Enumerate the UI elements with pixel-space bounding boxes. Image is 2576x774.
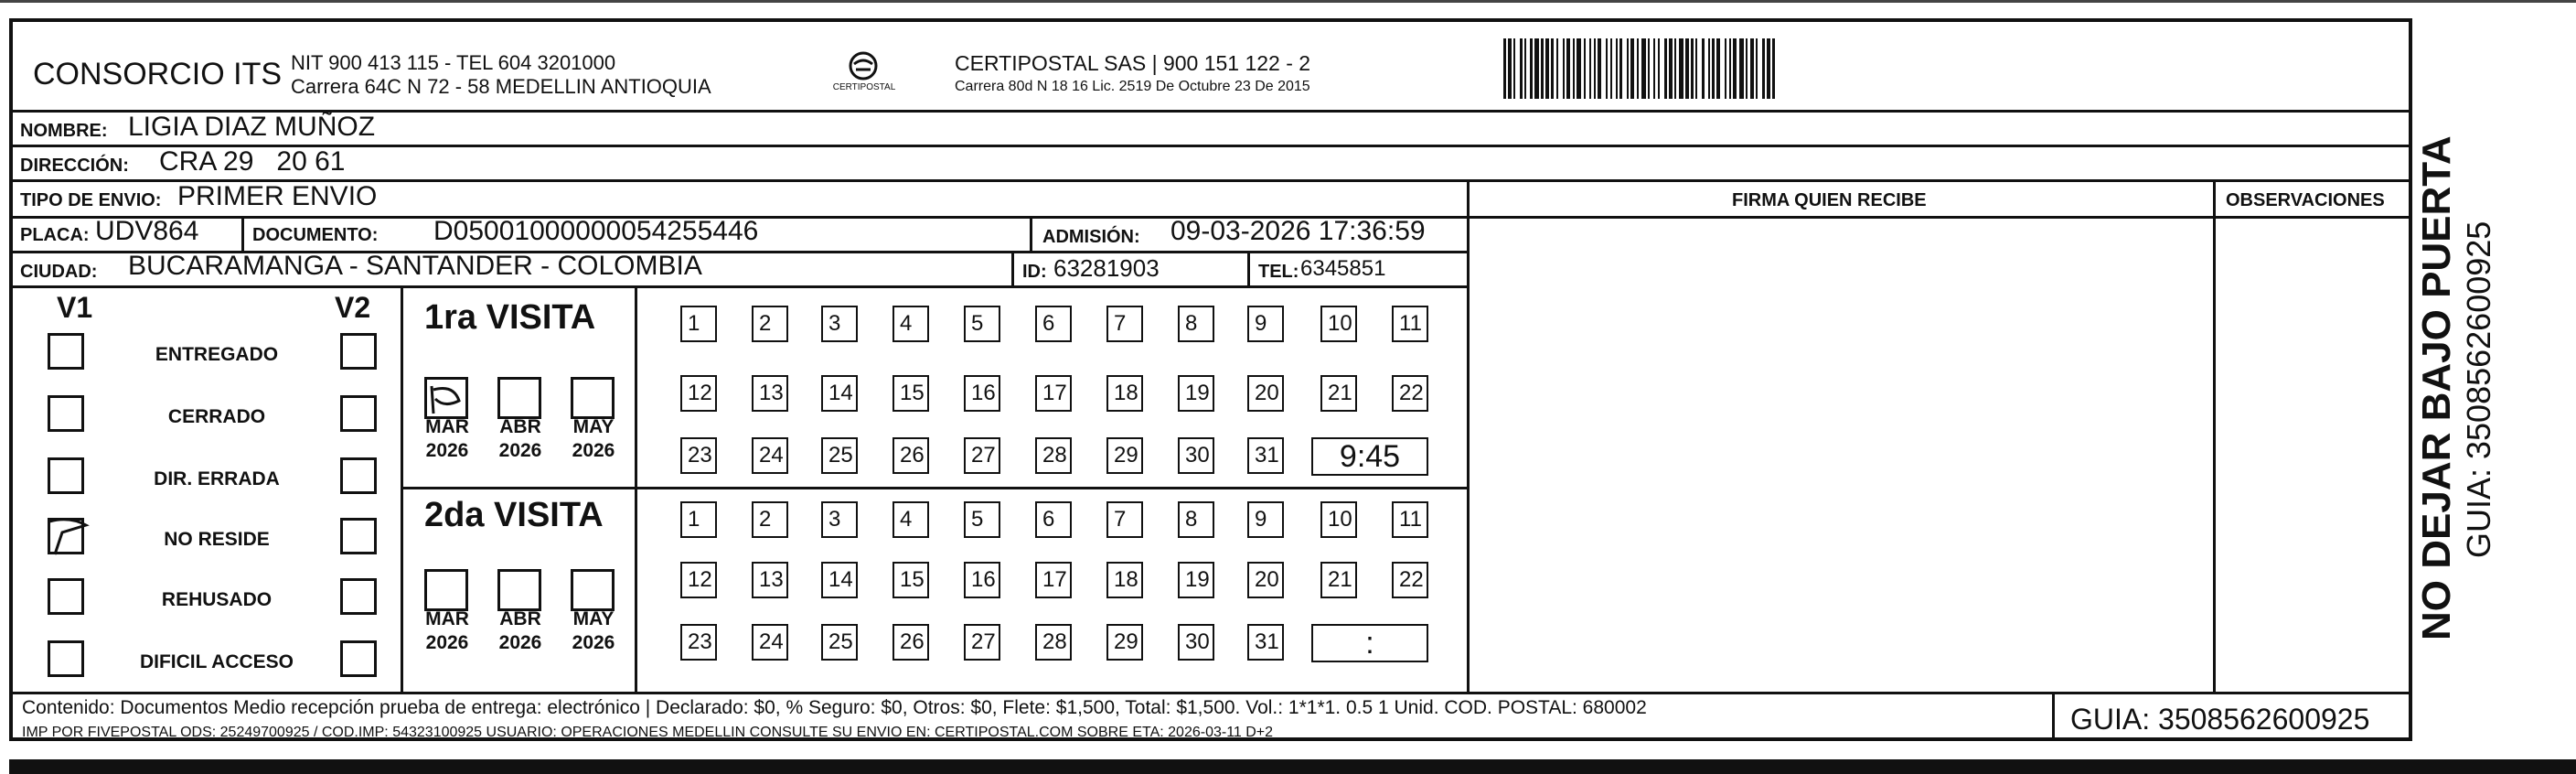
month-label: ABR 2026 bbox=[498, 416, 542, 461]
barcode bbox=[1503, 38, 2217, 99]
first-day-23[interactable]: 23 bbox=[680, 437, 717, 474]
first-time-box[interactable]: 9:45 bbox=[1311, 437, 1428, 476]
first-day-25[interactable]: 25 bbox=[821, 437, 858, 474]
first-day-29[interactable]: 29 bbox=[1106, 437, 1143, 474]
second-day-27[interactable]: 27 bbox=[964, 624, 1000, 661]
second-day-8[interactable]: 8 bbox=[1178, 501, 1214, 538]
footer-guia: GUIA: 3508562600925 bbox=[2070, 703, 2370, 736]
v2-checkbox-4[interactable] bbox=[340, 518, 377, 554]
tipo-envio-label: TIPO DE ENVIO: bbox=[20, 190, 162, 210]
first-day-6[interactable]: 6 bbox=[1035, 306, 1072, 342]
footer-line-2: IMP POR FIVEPOSTAL ODS: 25249700925 / COD.IMP: 54323100925 USUARIO: OPERACIONES MEDELLIN CONSULTE SU ENVIO EN: CERTIPOSTAL.COM SOBRE ETA: 2026-03-11 D+2 bbox=[22, 725, 1274, 740]
barcode-bar bbox=[1513, 38, 1515, 99]
side-warning bbox=[2414, 128, 2460, 640]
first-day-20[interactable]: 20 bbox=[1247, 375, 1284, 412]
v2-label: V2 bbox=[335, 291, 371, 324]
first-day-14[interactable]: 14 bbox=[821, 375, 858, 412]
v1-label: V1 bbox=[57, 291, 93, 324]
barcode-bar bbox=[1739, 38, 1744, 99]
barcode-bar bbox=[1658, 38, 1660, 99]
first-day-1[interactable]: 1 bbox=[680, 306, 717, 342]
first-day-22[interactable]: 22 bbox=[1392, 375, 1428, 412]
placa-value: UDV864 bbox=[95, 216, 199, 246]
second-day-16[interactable]: 16 bbox=[964, 562, 1000, 598]
barcode-bar bbox=[1598, 38, 1601, 99]
v1-checkbox-1[interactable] bbox=[48, 333, 84, 370]
status-label: CERRADO bbox=[167, 406, 266, 427]
barcode-bar bbox=[1589, 38, 1591, 99]
first-day-16[interactable]: 16 bbox=[964, 375, 1000, 412]
barcode-bar bbox=[1756, 38, 1758, 99]
second-visit-month-may[interactable] bbox=[571, 569, 615, 611]
v2-checkbox-6[interactable] bbox=[340, 640, 377, 677]
certipostal-logo bbox=[832, 49, 896, 104]
first-day-12[interactable]: 12 bbox=[680, 375, 717, 412]
month-label: ABR 2026 bbox=[498, 608, 542, 653]
second-day-24[interactable]: 24 bbox=[752, 624, 788, 661]
barcode-bar bbox=[1674, 38, 1676, 99]
barcode-bar bbox=[1616, 38, 1618, 99]
barcode-bar bbox=[1669, 38, 1673, 99]
handwritten-month-mark bbox=[426, 381, 468, 417]
barcode-bar bbox=[1627, 38, 1629, 99]
second-visit-title: 2da VISITA bbox=[424, 496, 604, 534]
barcode-bar bbox=[1762, 38, 1765, 99]
barcode-bar bbox=[1729, 38, 1731, 99]
month-label: MAR 2026 bbox=[425, 608, 469, 653]
nombre-value: LIGIA DIAZ MUÑOZ bbox=[128, 112, 376, 142]
placa-label: PLACA: bbox=[20, 225, 90, 245]
barcode-bar bbox=[1712, 38, 1715, 99]
status-label: ENTREGADO bbox=[155, 344, 279, 365]
barcode-bar bbox=[1750, 38, 1754, 99]
second-day-1[interactable]: 1 bbox=[680, 501, 717, 538]
first-visit-month-may[interactable] bbox=[571, 377, 615, 419]
admision-label: ADMISIÓN: bbox=[1042, 227, 1140, 247]
barcode-bar bbox=[1524, 38, 1526, 99]
barcode-bar bbox=[1610, 38, 1612, 99]
first-day-21[interactable]: 21 bbox=[1320, 375, 1357, 412]
ciudad-value: BUCARAMANGA - SANTANDER - COLOMBIA bbox=[128, 251, 702, 281]
first-day-10[interactable]: 10 bbox=[1320, 306, 1357, 342]
company-name: CONSORCIO ITS bbox=[33, 57, 283, 91]
first-day-4[interactable]: 4 bbox=[893, 306, 929, 342]
tel-label: TEL: bbox=[1258, 262, 1299, 282]
first-day-27[interactable]: 27 bbox=[964, 437, 1000, 474]
second-day-3[interactable]: 3 bbox=[821, 501, 858, 538]
second-day-25[interactable]: 25 bbox=[821, 624, 858, 661]
second-day-29[interactable]: 29 bbox=[1106, 624, 1143, 661]
first-day-7[interactable]: 7 bbox=[1106, 306, 1143, 342]
first-day-3[interactable]: 3 bbox=[821, 306, 858, 342]
barcode-bar bbox=[1691, 38, 1694, 99]
second-day-9[interactable]: 9 bbox=[1247, 501, 1284, 538]
company-nit: NIT 900 413 115 - TEL 604 3201000 bbox=[291, 51, 616, 74]
second-day-11[interactable]: 11 bbox=[1392, 501, 1428, 538]
barcode-bar bbox=[1702, 38, 1705, 99]
bottom-edge-line bbox=[9, 759, 2576, 774]
second-day-15[interactable]: 15 bbox=[893, 562, 929, 598]
v1-checkbox-5[interactable] bbox=[48, 578, 84, 615]
second-day-14[interactable]: 14 bbox=[821, 562, 858, 598]
first-day-24[interactable]: 24 bbox=[752, 437, 788, 474]
barcode-bar bbox=[1685, 38, 1689, 99]
id-value: 63281903 bbox=[1053, 254, 1160, 282]
second-day-7[interactable]: 7 bbox=[1106, 501, 1143, 538]
second-day-26[interactable]: 26 bbox=[893, 624, 929, 661]
month-label: MAR 2026 bbox=[425, 416, 469, 461]
second-day-18[interactable]: 18 bbox=[1106, 562, 1143, 598]
status-label: DIR. ERRADA bbox=[154, 468, 280, 489]
footer-line-1: Contenido: Documentos Medio recepción prueba de entrega: electrónico | Declarado: $0, % Seguro: $0, Otros: $0, Flete: $1,500, Total: $1,500. Vol.: 1*1*1. 0.5 1 Unid. COD. POSTAL: 680002 bbox=[22, 697, 1647, 718]
v1-checkbox-6[interactable] bbox=[48, 640, 84, 677]
first-day-30[interactable]: 30 bbox=[1178, 437, 1214, 474]
status-label: REHUSADO bbox=[161, 589, 273, 610]
barcode-bar bbox=[1606, 38, 1608, 99]
barcode-bar bbox=[1630, 38, 1634, 99]
ciudad-label: CIUDAD: bbox=[20, 262, 98, 282]
side-guia bbox=[2460, 137, 2496, 558]
second-day-10[interactable]: 10 bbox=[1320, 501, 1357, 538]
second-day-21[interactable]: 21 bbox=[1320, 562, 1357, 598]
logo-text: CERTIPOSTAL bbox=[832, 82, 896, 92]
shipping-card bbox=[9, 18, 2412, 741]
first-day-15[interactable]: 15 bbox=[893, 375, 929, 412]
barcode-bar bbox=[1637, 38, 1639, 99]
v2-checkbox-3[interactable] bbox=[340, 457, 377, 494]
barcode-bar bbox=[1573, 38, 1575, 99]
barcode-bar bbox=[1556, 38, 1558, 99]
v1-checkbox-3[interactable] bbox=[48, 457, 84, 494]
company-address: Carrera 64C N 72 - 58 MEDELLIN ANTIOQUIA bbox=[291, 75, 711, 98]
second-day-6[interactable]: 6 bbox=[1035, 501, 1072, 538]
second-day-23[interactable]: 23 bbox=[680, 624, 717, 661]
barcode-bar bbox=[1648, 38, 1650, 99]
first-day-26[interactable]: 26 bbox=[893, 437, 929, 474]
status-label: DIFICIL ACCESO bbox=[139, 651, 294, 672]
second-day-13[interactable]: 13 bbox=[752, 562, 788, 598]
barcode-bar bbox=[1594, 38, 1596, 99]
barcode-bar bbox=[1664, 38, 1667, 99]
firma-label: FIRMA QUIEN RECIBE bbox=[1732, 190, 1927, 210]
barcode-bar bbox=[1653, 38, 1655, 99]
direccion-label: DIRECCIÓN: bbox=[20, 156, 129, 176]
admision-value: 09-03-2026 17:36:59 bbox=[1170, 216, 1426, 246]
second-day-31[interactable]: 31 bbox=[1247, 624, 1284, 661]
postal-name: CERTIPOSTAL SAS | 900 151 122 - 2 bbox=[955, 51, 1311, 75]
documento-value: D05001000000054255446 bbox=[433, 216, 759, 246]
month-label: MAY 2026 bbox=[572, 608, 615, 653]
barcode-bar bbox=[1679, 38, 1683, 99]
barcode-bar bbox=[1725, 38, 1726, 99]
first-day-5[interactable]: 5 bbox=[964, 306, 1000, 342]
barcode-bar bbox=[1520, 38, 1523, 99]
barcode-bar bbox=[1551, 38, 1554, 99]
second-day-28[interactable]: 28 bbox=[1035, 624, 1072, 661]
tel-value: 6345851 bbox=[1300, 256, 1386, 281]
barcode-bar bbox=[1530, 38, 1533, 99]
first-day-18[interactable]: 18 bbox=[1106, 375, 1143, 412]
status-label: NO RESIDE bbox=[164, 529, 270, 550]
barcode-bar bbox=[1584, 38, 1586, 99]
first-day-9[interactable]: 9 bbox=[1247, 306, 1284, 342]
barcode-bar bbox=[1641, 38, 1646, 99]
v2-checkbox-5[interactable] bbox=[340, 578, 377, 615]
second-day-22[interactable]: 22 bbox=[1392, 562, 1428, 598]
second-day-17[interactable]: 17 bbox=[1035, 562, 1072, 598]
second-day-12[interactable]: 12 bbox=[680, 562, 717, 598]
second-day-19[interactable]: 19 bbox=[1178, 562, 1214, 598]
first-day-11[interactable]: 11 bbox=[1392, 306, 1428, 342]
second-day-30[interactable]: 30 bbox=[1178, 624, 1214, 661]
barcode-bar bbox=[1563, 38, 1565, 99]
documento-label: DOCUMENTO: bbox=[252, 225, 379, 245]
barcode-bar bbox=[1534, 38, 1539, 99]
barcode-bar bbox=[1566, 38, 1570, 99]
nombre-label: NOMBRE: bbox=[20, 121, 108, 141]
v2-checkbox-1[interactable] bbox=[340, 333, 377, 370]
second-day-5[interactable]: 5 bbox=[964, 501, 1000, 538]
first-visit-month-abr[interactable] bbox=[497, 377, 541, 419]
first-day-8[interactable]: 8 bbox=[1178, 306, 1214, 342]
second-day-20[interactable]: 20 bbox=[1247, 562, 1284, 598]
first-day-31[interactable]: 31 bbox=[1247, 437, 1284, 474]
barcode-bar bbox=[1545, 38, 1549, 99]
top-edge-line bbox=[0, 0, 2576, 3]
month-label: MAY 2026 bbox=[572, 416, 615, 461]
id-label: ID: bbox=[1022, 262, 1047, 282]
barcode-bar bbox=[1541, 38, 1544, 99]
first-day-17[interactable]: 17 bbox=[1035, 375, 1072, 412]
postal-license: Carrera 80d N 18 16 Lic. 2519 De Octubre 23 De 2015 bbox=[955, 79, 1310, 94]
v1-checkbox-2[interactable] bbox=[48, 395, 84, 432]
barcode-bar bbox=[1503, 38, 1506, 99]
barcode-bar bbox=[1733, 38, 1737, 99]
barcode-bar bbox=[1716, 38, 1720, 99]
barcode-bar bbox=[1708, 38, 1710, 99]
barcode-bar bbox=[1619, 38, 1622, 99]
first-day-2[interactable]: 2 bbox=[752, 306, 788, 342]
side-guia-text: GUIA: 3508562600925 bbox=[2460, 220, 2497, 558]
direccion-value: CRA 29 20 61 bbox=[159, 146, 346, 177]
barcode-bar bbox=[1508, 38, 1512, 99]
barcode-bar bbox=[1746, 38, 1748, 99]
second-day-2[interactable]: 2 bbox=[752, 501, 788, 538]
tipo-envio-value: PRIMER ENVIO bbox=[177, 181, 378, 211]
side-warning-text: NO DEJAR BAJO PUERTA bbox=[2414, 135, 2459, 640]
barcode-bar bbox=[1767, 38, 1770, 99]
barcode-bar bbox=[1695, 38, 1697, 99]
handwritten-check-mark bbox=[42, 512, 91, 558]
second-visit-month-mar[interactable] bbox=[424, 569, 468, 611]
first-day-19[interactable]: 19 bbox=[1178, 375, 1214, 412]
second-visit-month-abr[interactable] bbox=[497, 569, 541, 611]
v2-checkbox-2[interactable] bbox=[340, 395, 377, 432]
second-day-4[interactable]: 4 bbox=[893, 501, 929, 538]
second-time-box[interactable]: : bbox=[1311, 624, 1428, 662]
first-day-13[interactable]: 13 bbox=[752, 375, 788, 412]
barcode-bar bbox=[1772, 38, 1775, 99]
first-visit-title: 1ra VISITA bbox=[424, 298, 596, 337]
first-day-28[interactable]: 28 bbox=[1035, 437, 1072, 474]
barcode-bar bbox=[1577, 38, 1581, 99]
observaciones-label: OBSERVACIONES bbox=[2226, 190, 2385, 210]
